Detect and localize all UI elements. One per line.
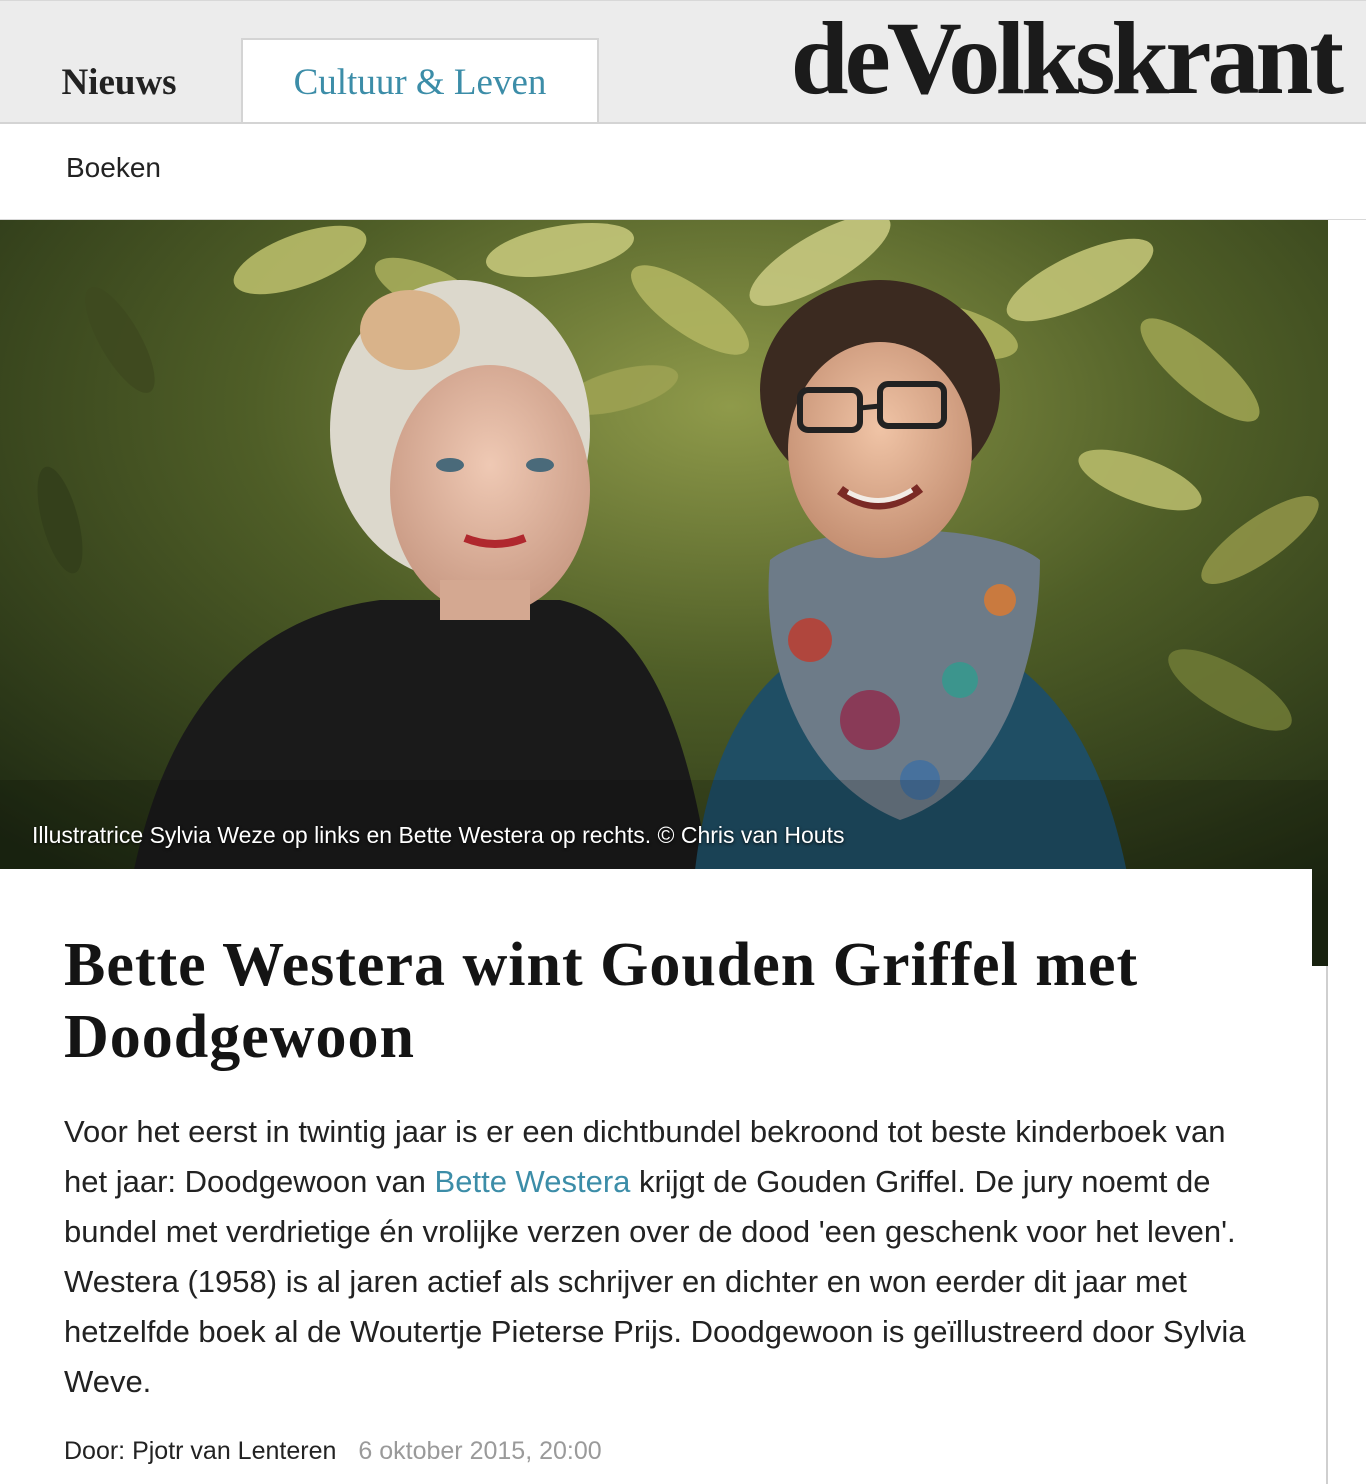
lede-text-end: krijgt de Gouden Griffel. De jury noemt de bundel met verdrietige én vrolijke verzen over de dood 'een geschenk voor het leven'. Westera (1958) is al jaren actief als schrijver en dichter en won eerder dit jaar met hetzelfde boek al de Woutertje Pieterse Prijs. Doodgewoon is geïllustreerd door Sylvia Weve. <box>64 1164 1246 1399</box>
subnav-item-boeken[interactable]: Boeken <box>66 152 161 183</box>
tab-nieuws-label: Nieuws <box>61 61 177 103</box>
publish-date: 6 oktober 2015, 20:00 <box>358 1437 602 1465</box>
hero-photo-illustration <box>0 220 1328 966</box>
photo-caption: Illustratrice Sylvia Weze op links en Bette Westera op rechts. © Chris van Houts <box>32 822 845 848</box>
content-edge-line <box>1326 966 1328 1484</box>
author-link[interactable]: Bette Westera <box>434 1164 631 1199</box>
tab-cultuur-leven-label: Cultuur & Leven <box>293 61 547 103</box>
article-card <box>0 869 1312 1484</box>
article-byline <box>64 1437 602 1466</box>
tab-nieuws[interactable] <box>0 41 238 123</box>
article-lede <box>64 1107 1264 1407</box>
tab-cultuur-leven[interactable] <box>241 38 599 124</box>
hero-photo <box>0 220 1328 966</box>
article-headline: Bette Westera wint Gouden Griffel met Doodgewoon <box>64 931 1139 1071</box>
site-logo[interactable]: deVolkskrant <box>790 1 1340 116</box>
lede-text-start: Voor het eerst in twintig jaar is er een dichtbundel bekroond tot beste kinderboek van het jaar: Doodgewoon van <box>64 1114 1226 1199</box>
site-header <box>0 0 1366 123</box>
byline-author: Door: Pjotr van Lenteren <box>64 1437 337 1465</box>
section-subnav <box>0 122 1366 220</box>
